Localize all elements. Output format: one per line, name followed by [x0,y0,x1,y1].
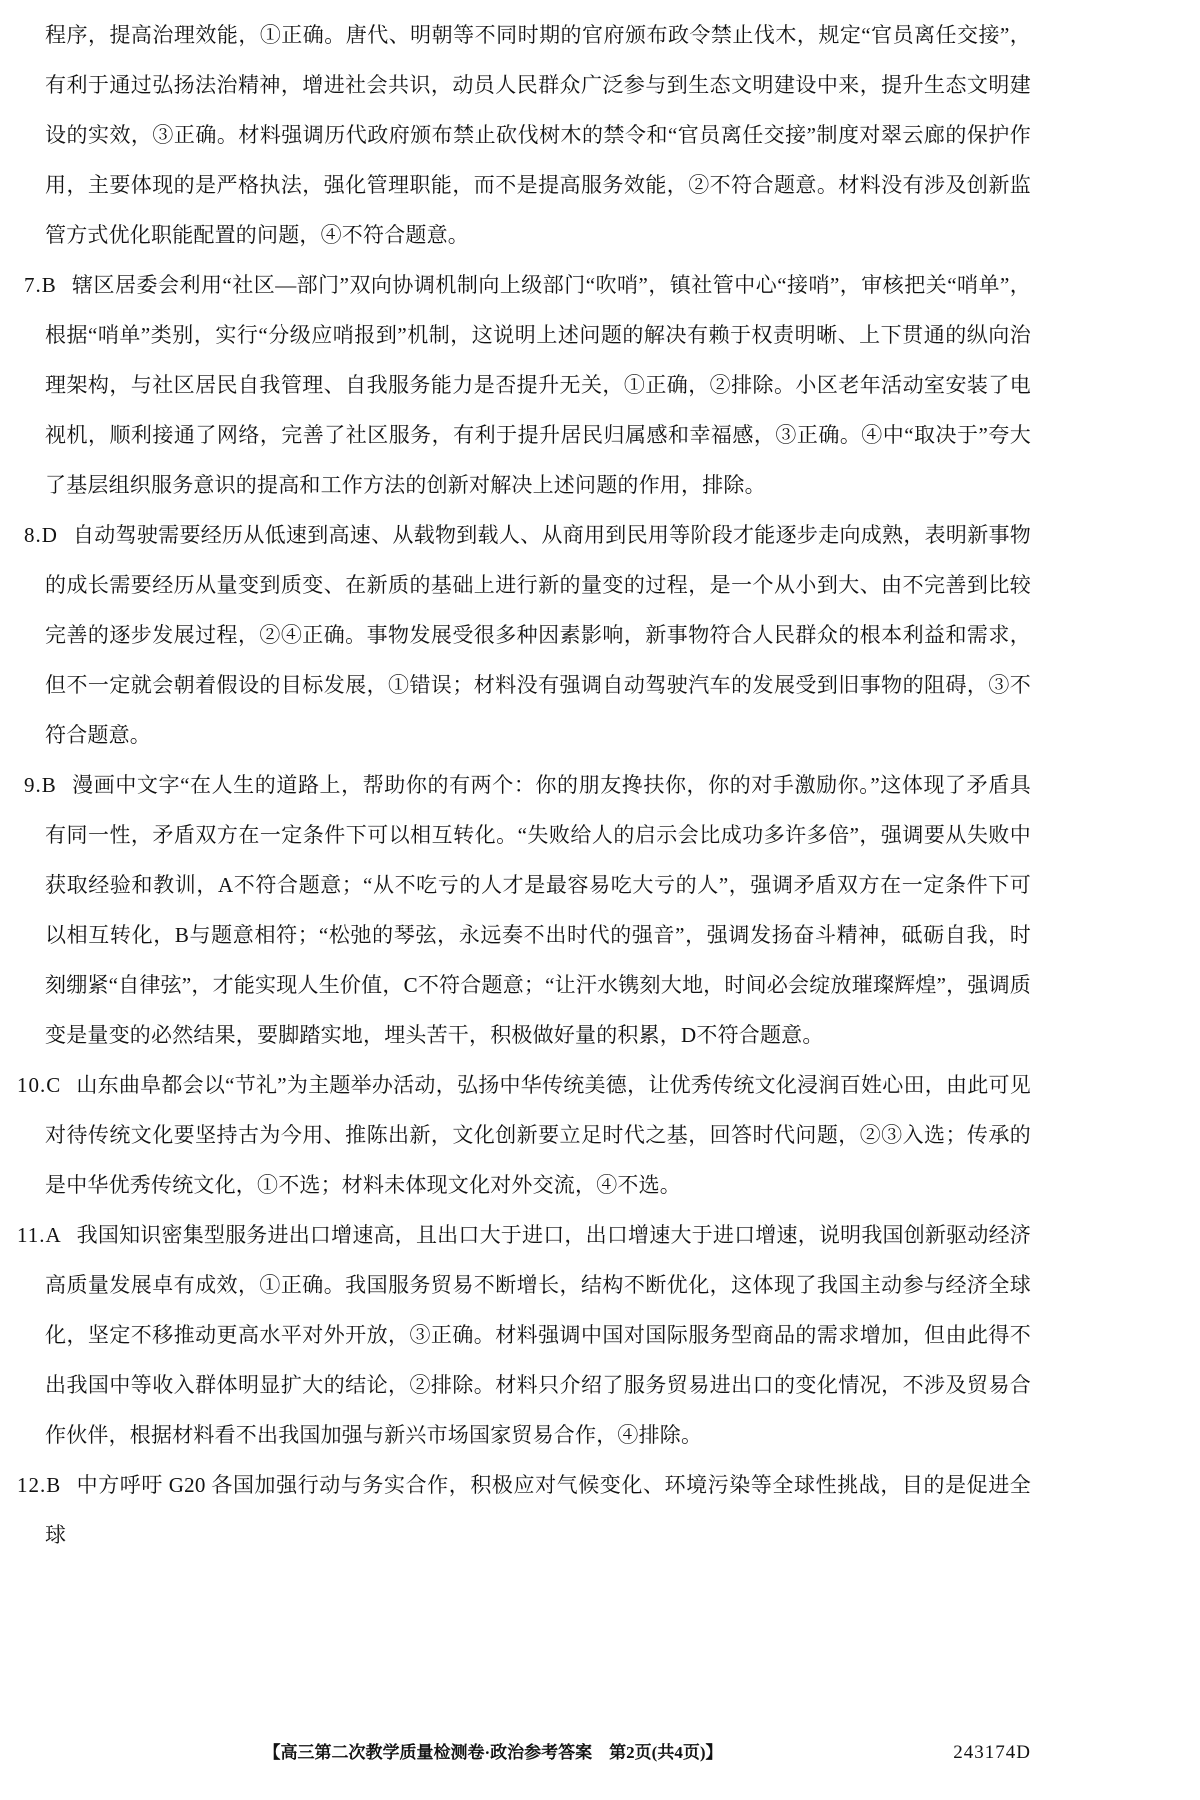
answer-item-7-b [24,260,1031,510]
answer-number: 8.D [24,523,58,547]
answer-number: 11.A [17,1223,62,1247]
answer-item-10-c [17,1060,1031,1210]
answer-item-9-b [24,760,1031,1060]
answer-text: 中方呼吁 G20 各国加强行动与务实合作，积极应对气候变化、环境污染等全球性挑战，目的是促进全球 [45,1473,1031,1547]
footer-code: 243174D [953,1742,1031,1763]
answer-text: 山东曲阜都会以“节礼”为主题举办活动，弘扬中华传统美德，让优秀传统文化浸润百姓心田，由此可见对待传统文化要坚持古为今用、推陈出新，文化创新要立足时代之基，回答时代问题，②③入选；传承的是中华优秀传统文化，①不选；材料未体现文化对外交流，④不选。 [45,1073,1031,1197]
answer-number: 12.B [17,1473,62,1497]
page-footer [45,1737,1031,1769]
footer-title: 【高三第二次教学质量检测卷·政治参考答案 第2页(共4页)】 [263,1743,723,1762]
answer-text: 我国知识密集型服务进出口增速高，且出口大于进口，出口增速大于进口增速，说明我国创新驱动经济高质量发展卓有成效，①正确。我国服务贸易不断增长，结构不断优化，这体现了我国主动参与经济全球化，坚定不移推动更高水平对外开放，③正确。材料强调中国对国际服务型商品的需求增加，但由此得不出我国中等收入群体明显扩大的结论，②排除。材料只介绍了服务贸易进出口的变化情况，不涉及贸易合作伙伴，根据材料看不出我国加强与新兴市场国家贸易合作，④排除。 [45,1223,1031,1447]
answer-text: 自动驾驶需要经历从低速到高速、从载物到载人、从商用到民用等阶段才能逐步走向成熟，表明新事物的成长需要经历从量变到质变、在新质的基础上进行新的量变的过程，是一个从小到大、由不完善到比较完善的逐步发展过程，②④正确。事物发展受很多种因素影响，新事物符合人民群众的根本利益和需求，但不一定就会朝着假设的目标发展，①错误；材料没有强调自动驾驶汽车的发展受到旧事物的阻碍，③不符合题意。 [45,523,1031,747]
answer-number: 7.B [24,273,57,297]
answer-item-11-a [17,1210,1031,1460]
answer-number: 10.C [17,1073,62,1097]
continuation-paragraph: 程序，提高治理效能，①正确。唐代、明朝等不同时期的官府颁布政令禁止伐木，规定“官员离任交接”，有利于通过弘扬法治精神，增进社会共识，动员人民群众广泛参与到生态文明建设中来，提升生态文明建设的实效，③正确。材料强调历代政府颁布禁止砍伐树木的禁令和“官员离任交接”制度对翠云廊的保护作用，主要体现的是严格执法，强化管理职能，而不是提高服务效能，②不符合题意。材料没有涉及创新监管方式优化职能配置的问题，④不符合题意。 [45,23,1031,247]
answer-item-12-b [17,1460,1031,1560]
answer-text: 漫画中文字“在人生的道路上，帮助你的有两个：你的朋友搀扶你，你的对手激励你。”这体现了矛盾具有同一性，矛盾双方在一定条件下可以相互转化。“失败给人的启示会比成功多许多倍”，强调要从失败中获取经验和教训，A不符合题意；“从不吃亏的人才是最容易吃大亏的人”，强调矛盾双方在一定条件下可以相互转化，B与题意相符；“松弛的琴弦，永远奏不出时代的强音”，强调发扬奋斗精神，砥砺自我，时刻绷紧“自律弦”，才能实现人生价值，C不符合题意；“让汗水镌刻大地，时间必会绽放璀璨辉煌”，强调质变是量变的必然结果，要脚踏实地，埋头苦干，积极做好量的积累，D不符合题意。 [45,773,1031,1047]
answer-content [17,10,1031,1560]
answer-item-8-d [24,510,1031,760]
answer-text: 辖区居委会利用“社区—部门”双向协调机制向上级部门“吹哨”，镇社管中心“接哨”，审核把关“哨单”，根据“哨单”类别，实行“分级应哨报到”机制，这说明上述问题的解决有赖于权责明晰、上下贯通的纵向治理架构，与社区居民自我管理、自我服务能力是否提升无关，①正确，②排除。小区老年活动室安装了电视机，顺利接通了网络，完善了社区服务，有利于提升居民归属感和幸福感，③正确。④中“取决于”夸大了基层组织服务意识的提高和工作方法的创新对解决上述问题的作用，排除。 [45,273,1031,497]
answer-number: 9.B [24,773,57,797]
answer-items [17,260,1031,1560]
